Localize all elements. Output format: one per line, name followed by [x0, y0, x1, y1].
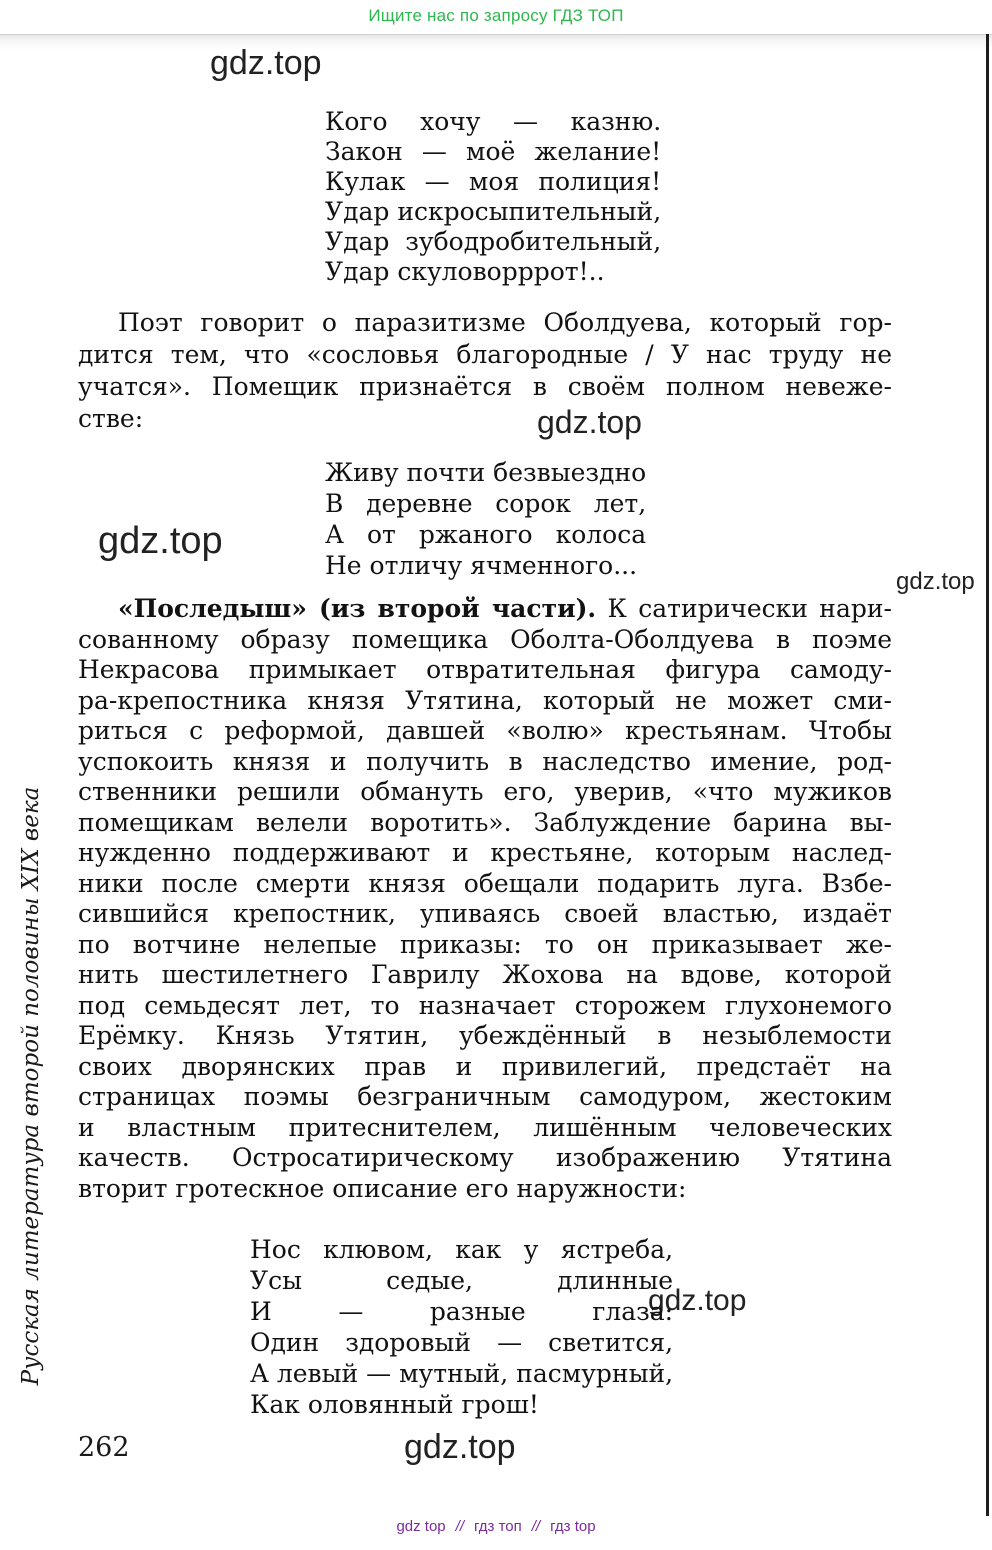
promo-bar [0, 0, 992, 34]
text-line: Закон — моё желание! [325, 137, 662, 166]
text-line: вторит гротескное описание его наружности: [78, 1173, 687, 1203]
text-line: нить шестилетнего Гаврилу Жохова на вдове, которой [78, 960, 892, 989]
watermark-gdztop-5: gdz.top [648, 1284, 747, 1317]
footer-separator-1: // [455, 1518, 464, 1535]
text-line: Один здоровый — светится, [250, 1328, 674, 1357]
watermark-gdztop-4: gdz.top [896, 568, 975, 595]
text-line: И — разные глаза: [250, 1297, 674, 1326]
watermark-gdztop-2: gdz.top [537, 404, 642, 440]
text-line: Некрасова примыкает отвратительная фигура самоду- [78, 655, 892, 684]
poem-quote-2 [325, 457, 646, 581]
paragraph-2 [78, 594, 892, 1204]
text-line: риться с реформой, давшей «волю» крестьянам. Чтобы [78, 716, 892, 745]
text-line: сившийся крепостник, упиваясь своей властью, издаёт [78, 899, 892, 928]
text-line: и властным притеснителем, лишённым человеческих [78, 1112, 892, 1142]
text-line: качеств. Остросатирическому изображению Утятина [78, 1143, 892, 1172]
text-line: А левый — мутный, пасмурный, [250, 1359, 674, 1388]
text-line: стве: [78, 404, 144, 433]
text-line: Живу почти безвыездно [325, 458, 647, 487]
text-line: Усы седые, длинные [250, 1266, 674, 1295]
text-line: Не отличу ячменного... [325, 551, 638, 580]
text-line: Удар скуловорррот!.. [325, 257, 605, 286]
footer-separator-2: // [531, 1518, 541, 1535]
poem-quote-3 [250, 1234, 673, 1420]
section-title-bold: «Последыш» (из второй части). [118, 594, 597, 623]
text-line: своих дворянских прав и привилегий, предстаёт на [78, 1051, 892, 1081]
sidebar-vertical-title: Русская литература второй половины XIX века [18, 786, 44, 1386]
text-line: Кулак — моя полиция! [325, 167, 662, 196]
text-line: В деревне сорок лет, [325, 489, 647, 518]
text-line: А от ржаного колоса [325, 520, 647, 549]
text-line: Ерёмку. Князь Утятин, убеждённый в незыблемости [78, 1021, 892, 1050]
text-line: Удар зубодробительный, [325, 227, 662, 256]
watermark-gdztop-3: gdz.top [98, 520, 223, 562]
text-line: учатся». Помещик признаётся в своём полном невеже- [78, 372, 892, 401]
text-line: ники после смерти князя обещали подарить луга. Взбе- [78, 868, 892, 898]
paragraph-2-body [78, 625, 892, 1205]
text-line: Удар искросыпительный, [325, 197, 662, 226]
footer-links [0, 1518, 992, 1535]
text-line: ственники решили обмануть его, уверив, «что мужиков [78, 777, 892, 806]
text-line: Кого хочу — казню. [325, 107, 662, 136]
paragraph-2-first-line-rest: К сатирически нари- [596, 594, 892, 623]
watermark-gdztop-6: gdz.top [404, 1428, 516, 1466]
footer-link-1[interactable]: gdz top [396, 1518, 446, 1535]
text-line: под семьдесят лет, то назначает сторожем глухонемого [78, 990, 892, 1020]
text-line: помещикам велели воротить». Заблуждение барина вы- [78, 807, 892, 837]
page-right-edge-line [986, 34, 989, 1516]
text-line: сованному образу помещика Оболта-Оболдуева в поэме [78, 624, 892, 654]
paragraph-2-first-line [78, 594, 892, 625]
poem-quote-1 [325, 107, 661, 287]
text-line: Поэт говорит о паразитизме Оболдуева, который гор- [118, 308, 892, 337]
text-line: ра-крепостника князя Утятина, который не может сми- [78, 685, 892, 715]
paragraph-1 [78, 307, 892, 435]
text-line: по вотчине нелепые приказы: то он приказывает же- [78, 929, 892, 959]
text-line: страницах поэмы безграничным самодуром, жестоким [78, 1082, 892, 1111]
watermark-gdztop-1: gdz.top [210, 44, 322, 82]
footer-link-3[interactable]: гдз top [550, 1518, 596, 1535]
text-line: Как оловянный грош! [250, 1390, 539, 1419]
text-line: нужденно поддерживают и крестьяне, которым наслед- [78, 838, 892, 867]
text-line: дится тем, что «сословья благородные / У нас труду не [78, 340, 892, 369]
text-line: успокоить князя и получить в наследство имение, род- [78, 746, 892, 776]
text-line: Нос клювом, как у ястреба, [250, 1235, 674, 1264]
footer-link-2[interactable]: гдз топ [474, 1518, 522, 1535]
promo-link[interactable]: Ищите нас по запросу ГДЗ ТОП [368, 6, 624, 25]
page-number: 262 [78, 1432, 130, 1463]
